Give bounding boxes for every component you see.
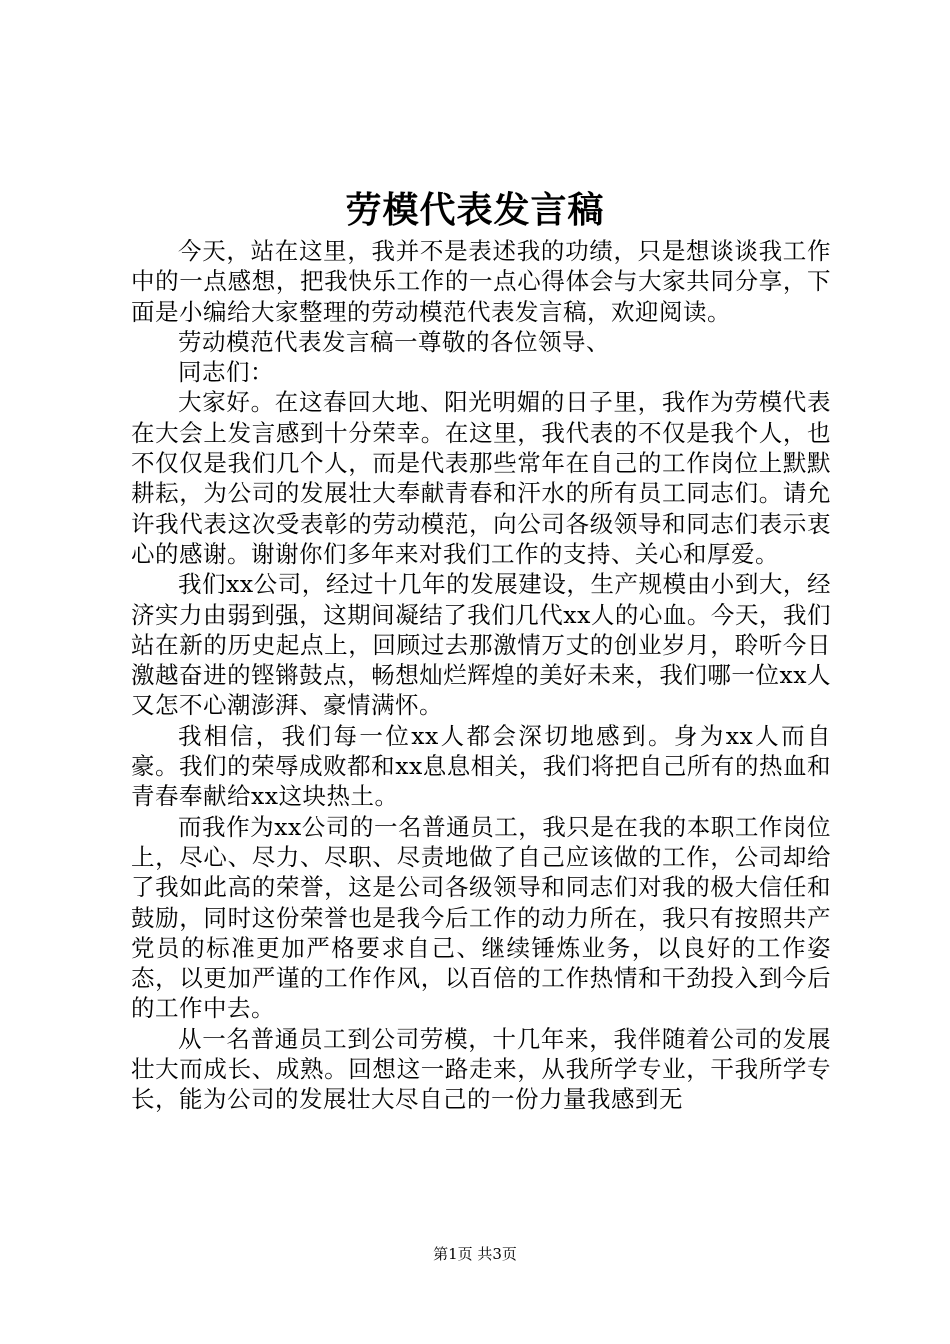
paragraph-growth: 从一名普通员工到公司劳模，十几年来，我伴随着公司的发展壮大而成长、成熟。回想这一路走来，从我所学专业，干我所学专长，能为公司的发展壮大尽自己的一份力量我感到无 [131, 1024, 831, 1114]
document-title: 劳模代表发言稿 [345, 189, 605, 231]
paragraph-intro: 今天，站在这里，我并不是表述我的功绩，只是想谈谈我工作中的一点感想，把我快乐工作的一点心得体会与大家共同分享，下面是小编给大家整理的劳动模范代表发言稿，欢迎阅读。 [131, 237, 831, 326]
document-body [131, 236, 831, 1115]
paragraph-belief: 我相信，我们每一位xx人都会深切地感到。身为xx人而自豪。我们的荣辱成败都和xx息息相关，我们将把自己所有的热血和青春奉献给xx这块热土。 [131, 721, 831, 811]
paragraph-salutation: 同志们： [178, 358, 274, 387]
paragraph-employee: 而我作为xx公司的一名普通员工，我只是在我的本职工作岗位上，尽心、尽力、尽职、尽责地做了自己应该做的工作，公司却给了我如此高的荣誉，这是公司各级领导和同志们对我的极大信任和鼓励，同时这份荣誉也是我今后工作的动力所在，我只有按照共产党员的标准更加严格要求自己、继续锤炼业务，以良好的工作姿态，以更加严谨的工作作风，以百倍的工作热情和干劲投入到今后的工作中去。 [131, 812, 831, 1023]
paragraph-heading: 劳动模范代表发言稿一尊敬的各位领导、 [178, 327, 610, 356]
paragraph-company: 我们xx公司，经过十几年的发展建设，生产规模由小到大，经济实力由弱到强，这期间凝结了我们几代xx人的心血。今天，我们站在新的历史起点上，回顾过去那激情万丈的创业岁月，聆听今日激越奋进的铿锵鼓点，畅想灿烂辉煌的美好未来，我们哪一位xx人又怎不心潮澎湃、豪情满怀。 [131, 570, 831, 720]
paragraph-greeting: 大家好。在这春回大地、阳光明媚的日子里，我作为劳模代表在大会上发言感到十分荣幸。在这里，我代表的不仅是我个人，也不仅仅是我们几个人，而是代表那些常年在自己的工作岗位上默默耕耘，为公司的发展壮大奉献青春和汗水的所有员工同志们。请允许我代表这次受表彰的劳动模范，向公司各级领导和同志们表示衷心的感谢。谢谢你们多年来对我们工作的支持、关心和厚爱。 [131, 388, 831, 568]
page-footer: 第1页 共3页 [433, 1245, 517, 1263]
